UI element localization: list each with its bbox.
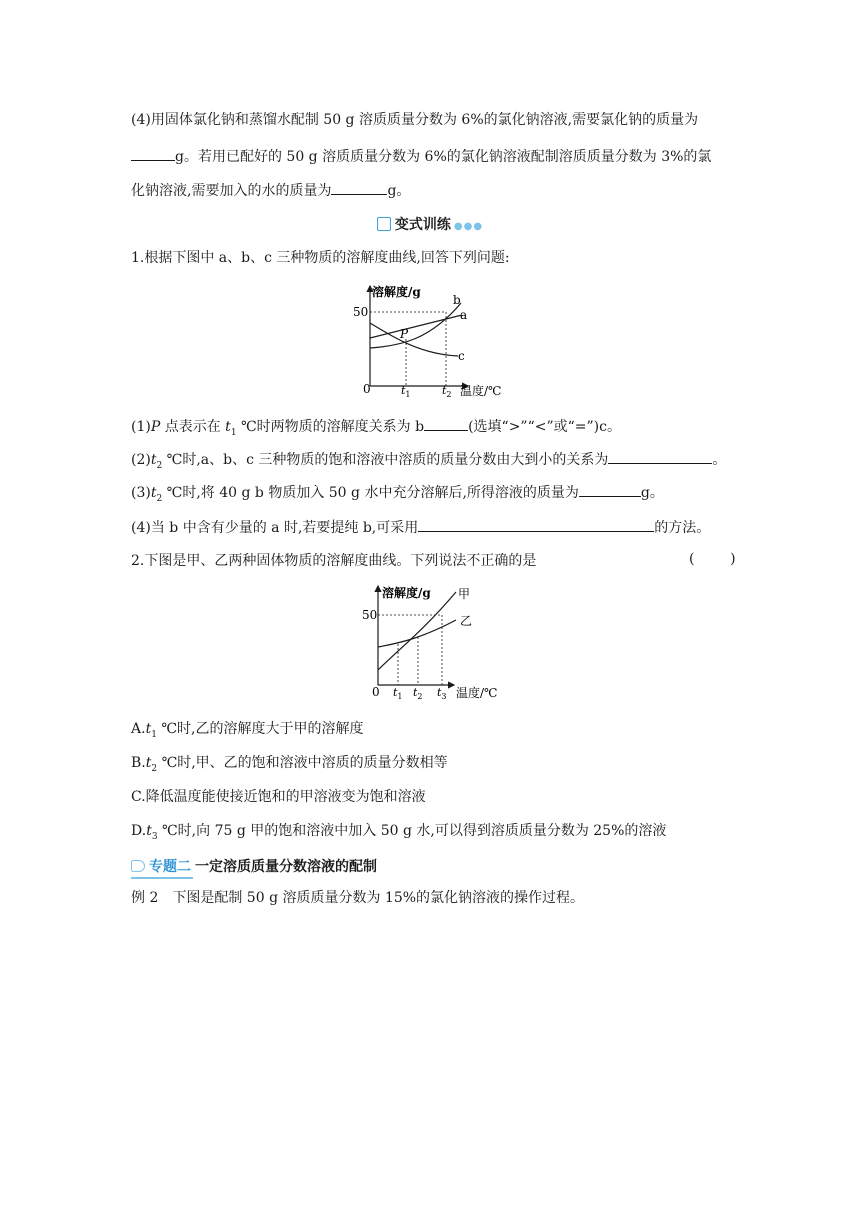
curve-a bbox=[370, 315, 462, 338]
section-title: 变式训练 bbox=[394, 217, 451, 233]
answer-blank[interactable] bbox=[424, 416, 468, 431]
topic-heading bbox=[131, 856, 377, 876]
answer-blank[interactable] bbox=[331, 180, 387, 195]
pencil-icon bbox=[377, 217, 391, 231]
curve-b bbox=[370, 303, 461, 348]
tick-50: 50 bbox=[362, 608, 378, 622]
q4-line2 bbox=[131, 146, 711, 167]
tick-t1: $t_1$ bbox=[393, 686, 403, 701]
label-c: c bbox=[458, 349, 465, 363]
q4-line1: (4)用固体氯化钠和蒸馏水配制 50 g 溶质质量分数为 6%的氯化钠溶液,需要氯化钠的质量为 bbox=[131, 112, 699, 128]
tick-t3: $t_3$ bbox=[437, 686, 447, 701]
label-jia: 甲 bbox=[458, 587, 471, 601]
y-axis-label: 溶解度/g bbox=[372, 285, 421, 299]
tick-t1: $t_1$ bbox=[401, 384, 411, 399]
p1-stem: 1.根据下图中 a、b、c 三种物质的溶解度曲线,回答下列问题: bbox=[131, 250, 510, 266]
option-a[interactable]: $A.t_1$ ℃时,乙的溶解度大于甲的溶解度 bbox=[131, 721, 364, 740]
solubility-chart-abc bbox=[340, 282, 515, 400]
solubility-chart-jia-yi bbox=[360, 582, 512, 704]
answer-blank[interactable] bbox=[579, 482, 641, 497]
example-label: 例 2 bbox=[131, 890, 159, 906]
origin-label: 0 bbox=[363, 382, 371, 396]
p1-q2: $(2)t_2$ ℃时,a、b、c 三种物质的饱和溶液中溶质的质量分数由大到小的关系为 。 bbox=[131, 449, 726, 476]
origin-label: 0 bbox=[372, 685, 380, 699]
option-c[interactable]: C.降低温度能使接近饱和的甲溶液变为饱和溶液 bbox=[131, 789, 426, 805]
topic-tag: 专题二 bbox=[131, 856, 193, 879]
x-axis-label: 温度/℃ bbox=[456, 686, 498, 700]
y-axis-label: 溶解度/g bbox=[382, 586, 431, 600]
example-text: 下图是配制 50 g 溶质质量分数为 15%的氯化钠溶液的操作过程。 bbox=[172, 890, 585, 906]
p1-q1: (1)P 点表示在 $t_1$ ℃时两物质的溶解度关系为 b (选填“>”“<”或“=”)c。 bbox=[131, 416, 621, 443]
x-axis-label: 温度/℃ bbox=[460, 384, 502, 398]
option-d[interactable]: $D.t_3$ ℃时,向 75 g 甲的饱和溶液中加入 50 g 水,可以得到溶质质量分数为 25%的溶液 bbox=[131, 823, 667, 842]
dots-decoration: ●●● bbox=[453, 221, 484, 232]
answer-parentheses[interactable]: ( ) bbox=[689, 551, 736, 567]
q4-line3-text: 化钠溶液,需要加入的水的质量为 bbox=[131, 183, 332, 199]
tick-t2: $t_2$ bbox=[442, 384, 452, 399]
topic-title: 一定溶质质量分数溶液的配制 bbox=[195, 859, 377, 875]
label-yi: 乙 bbox=[460, 614, 473, 628]
answer-blank[interactable] bbox=[418, 517, 654, 532]
tick-50: 50 bbox=[353, 305, 369, 319]
q4-line3-end: g。 bbox=[387, 183, 411, 199]
example-2 bbox=[131, 888, 584, 908]
p1-q4: (4)当 b 中含有少量的 a 时,若要提纯 b,可采用 的方法。 bbox=[131, 517, 710, 538]
point-p-label: P bbox=[400, 327, 409, 341]
option-b[interactable]: $B.t_2$ ℃时,甲、乙的饱和溶液中溶质的质量分数相等 bbox=[131, 755, 448, 774]
curve-jia bbox=[378, 592, 456, 670]
p2-stem: 2.下图是甲、乙两种固体物质的溶解度曲线。下列说法不正确的是 bbox=[131, 553, 537, 569]
p1-q3: $(3)t_2$ ℃时,将 40 g b 物质加入 50 g 水中充分溶解后,所得溶液的质量为 g。 bbox=[131, 482, 664, 509]
label-b: b bbox=[453, 293, 461, 307]
q4-line3 bbox=[131, 180, 410, 201]
answer-blank[interactable] bbox=[608, 449, 712, 464]
q4-line2-text: g。若用已配好的 50 g 溶质质量分数为 6%的氯化钠溶液配制溶质质量分数为 3%的氯 bbox=[175, 149, 712, 165]
answer-blank[interactable] bbox=[131, 146, 175, 161]
section-heading bbox=[0, 214, 860, 234]
tick-t2: $t_2$ bbox=[413, 686, 423, 701]
label-a: a bbox=[460, 308, 468, 322]
